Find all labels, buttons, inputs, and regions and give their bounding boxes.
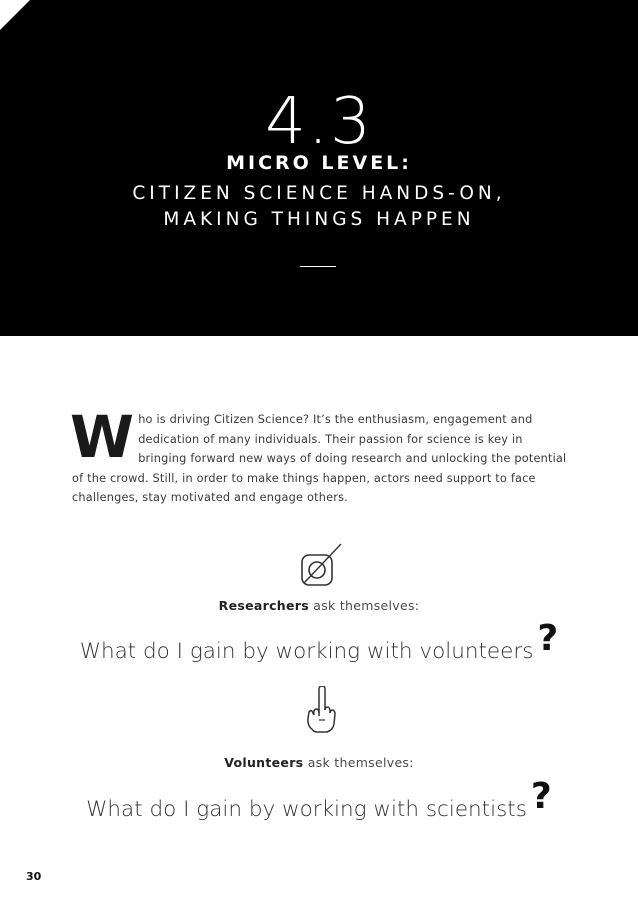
section-title: MICRO LEVEL: bbox=[226, 152, 412, 174]
volunteers-label: Volunteers bbox=[224, 755, 304, 770]
researchers-prompt-text: ask themselves: bbox=[308, 598, 420, 613]
intro-paragraph bbox=[70, 403, 572, 508]
section-subtitle bbox=[0, 181, 638, 233]
researchers-label: Researchers bbox=[218, 598, 309, 613]
researchers-question bbox=[0, 618, 638, 667]
volunteers-prompt-text: ask themselves: bbox=[303, 755, 414, 770]
pointing-hand-icon bbox=[303, 686, 339, 738]
page-number: 30 bbox=[26, 870, 42, 883]
section-subtitle-line-2: MAKING THINGS HAPPEN bbox=[163, 209, 475, 230]
header-divider bbox=[300, 266, 336, 267]
researchers-question-mark: ? bbox=[537, 618, 559, 659]
section-number: 4.3 bbox=[265, 85, 373, 159]
volunteers-question-mark: ? bbox=[530, 776, 552, 817]
volunteers-question bbox=[0, 776, 638, 825]
volunteers-question-text: What do I gain by working with scientists bbox=[86, 797, 527, 822]
chapter-header bbox=[0, 0, 638, 336]
crossed-circle-icon bbox=[296, 541, 346, 591]
section-subtitle-line-1: CITIZEN SCIENCE HANDS-ON, bbox=[132, 183, 506, 204]
researchers-prompt bbox=[0, 598, 638, 613]
page-corner-fold bbox=[0, 0, 30, 30]
intro-text: ho is driving Citizen Science? It’s the enthusiasm, engagement and dedication of many individuals. Their passion for science is key in bringing forward new ways of doing research and unlocking the potential of the crowd. Still, in order to make things happen, actors need support to face challenges, stay motivated and engage others. bbox=[72, 413, 567, 504]
researchers-question-text: What do I gain by working with volunteers bbox=[79, 639, 534, 664]
volunteers-prompt bbox=[0, 755, 638, 770]
drop-cap: W bbox=[70, 403, 135, 471]
